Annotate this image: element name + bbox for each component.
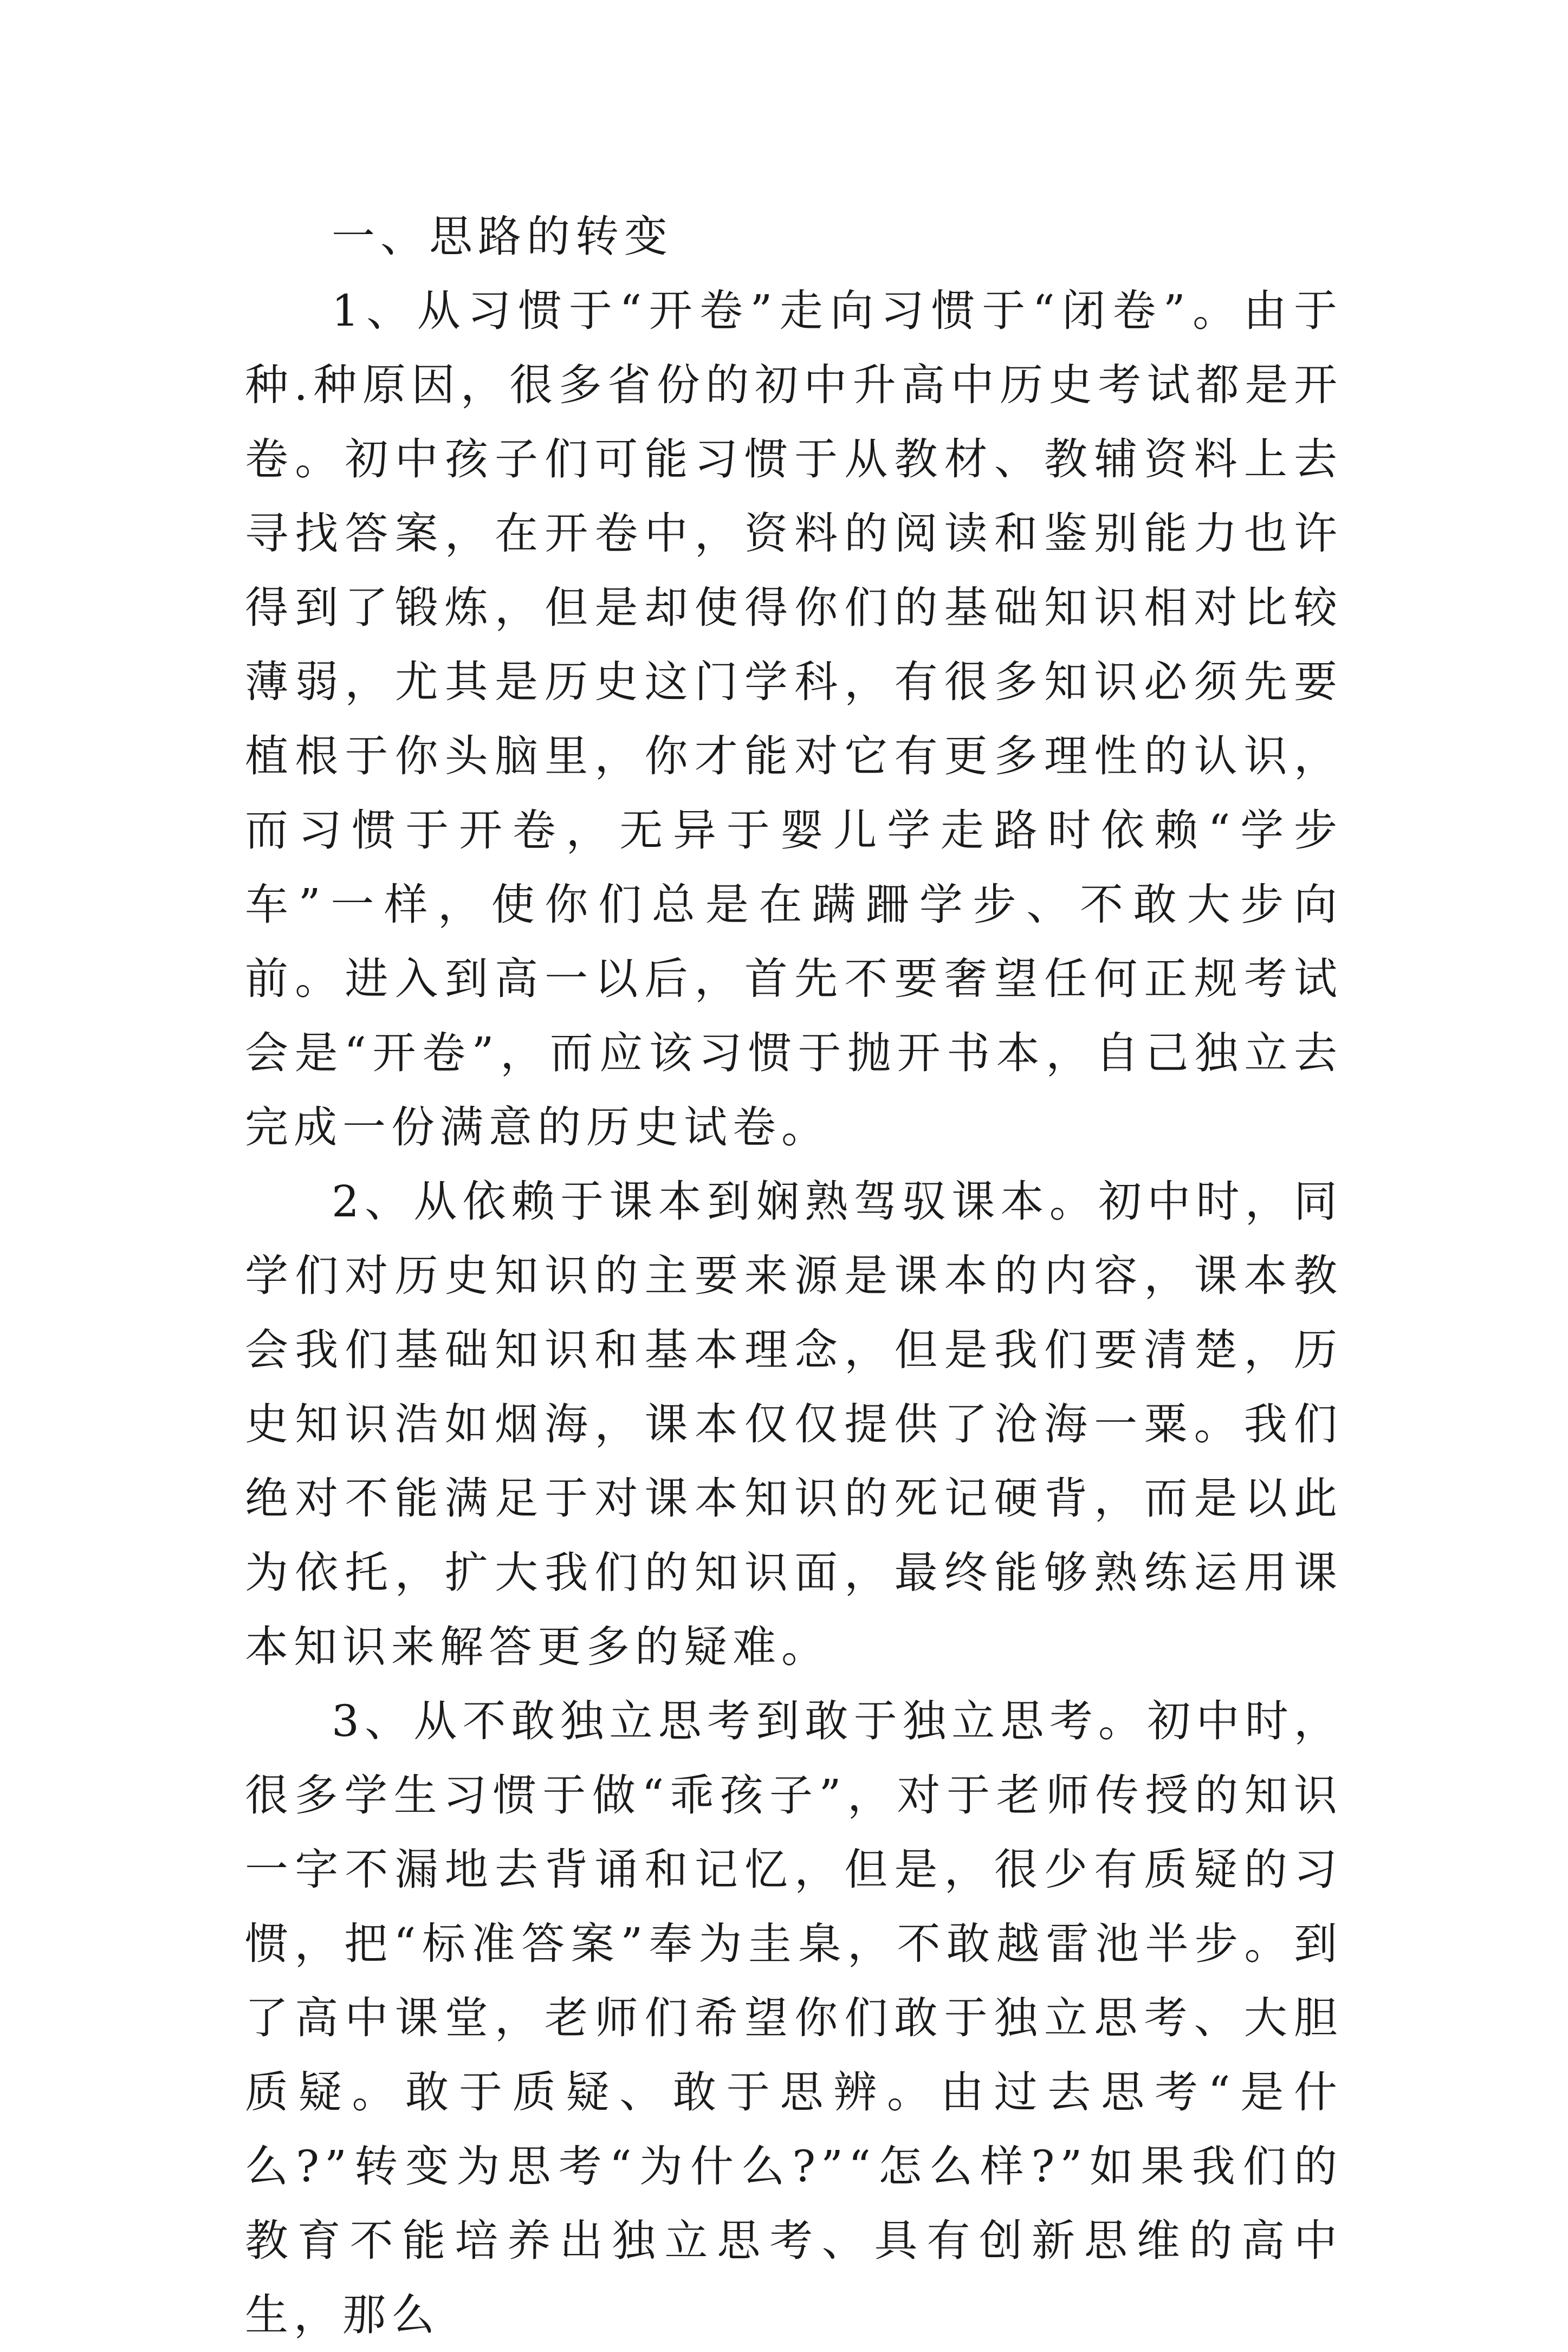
section-heading: 一、思路的转变 bbox=[332, 211, 673, 262]
paragraph-2: 2、从依赖于课本到娴熟驾驭课本。初中时，同学们对历史知识的主要来源是课本的内容，课本教会我们基础知识和基本理念，但是我们要清楚，历史知识浩如烟海，课本仅仅提供了沧海一粟。我们绝对不能满足于对课本知识的死记硬背，而是以此为依托，扩大我们的知识面，最终能够熟练运用课本知识来解答更多的疑难。 bbox=[245, 1176, 1343, 1672]
paragraph-3: 3、从不敢独立思考到敢于独立思考。初中时，很多学生习惯于做“乖孩子”，对于老师传授的知识一字不漏地去背诵和记忆，但是，很少有质疑的习惯，把“标准答案”奉为圭臬，不敢越雷池半步。到了高中课堂，老师们希望你们敢于独立思考、大胆质疑。敢于质疑、敢于思辨。由过去思考“是什么?”转变为思考“为什么?”“怎么样?”如果我们的教育不能培养出独立思考、具有创新思维的高中生，那么 bbox=[245, 1696, 1343, 2340]
paragraph-1: 1、从习惯于“开卷”走向习惯于“闭卷”。由于种.种原因，很多省份的初中升高中历史考试都是开卷。初中孩子们可能习惯于从教材、教辅资料上去寻找答案，在开卷中，资料的阅读和鉴别能力也许得到了锻炼，但是却使得你们的基础知识相对比较薄弱，尤其是历史这门学科，有很多知识必须先要植根于你头脑里，你才能对它有更多理性的认识，而习惯于开卷，无异于婴儿学走路时依赖“学步车”一样，使你们总是在蹒跚学步、不敢大步向前。进入到高一以后，首先不要奢望任何正规考试会是“开卷”，而应该习惯于抛开书本，自己独立去完成一份满意的历史试卷。 bbox=[245, 286, 1343, 1152]
document-body bbox=[245, 199, 1343, 2352]
